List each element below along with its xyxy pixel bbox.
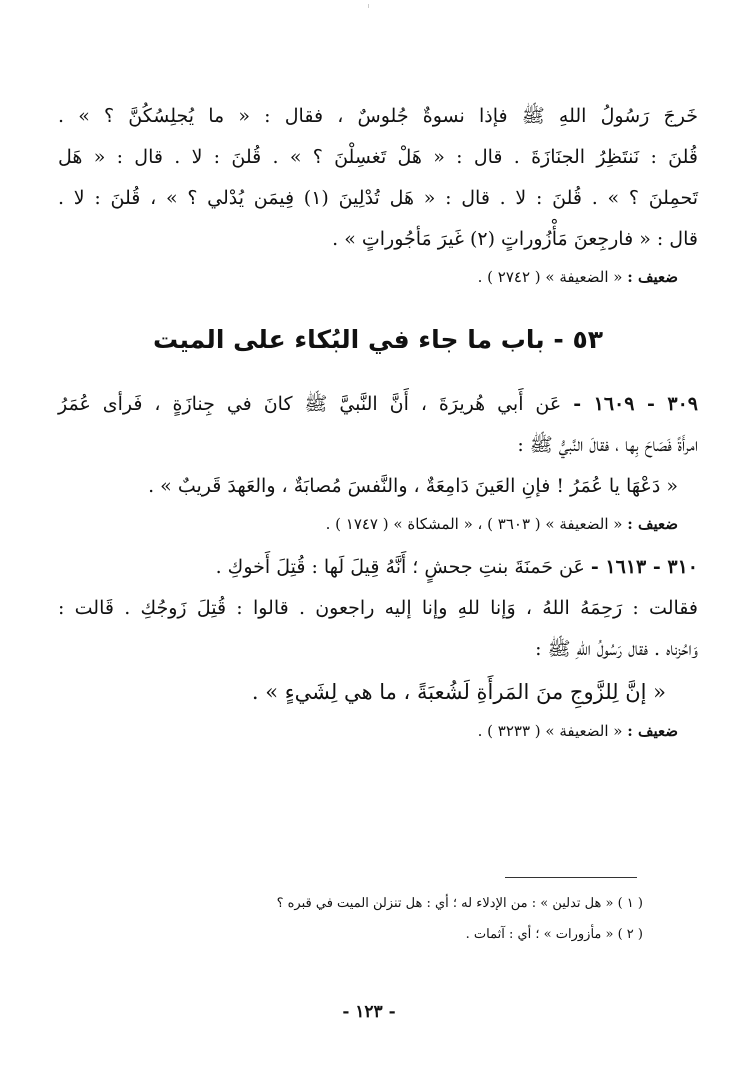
page-edge-mark [368, 4, 369, 8]
grade-label: ضعيف : [627, 268, 678, 286]
narration-line-3: تَحمِلنَ ؟ » . قُلنَ : لا . قال : « هَل تُدْلِينَ (١) فِيمَن يُدْلي ؟ » ، قُلنَ : لا . [58, 187, 698, 209]
hadith-309-line-2: امرأَةً فَصَاحَ بِها ، فقالَ النَّبيُّ ﷺ : [517, 434, 698, 456]
page-number: - ١٢٣ - [342, 1002, 396, 1022]
hadith-309-text-1: عَن أَبي هُريرَةَ ، أَنَّ النَّبيَّ ﷺ كانَ في جِنازَةٍ ، فَرأى عُمَرُ [58, 393, 562, 415]
hadith-310-quote: « إنَّ لِلزَّوجِ منَ المَرأَةِ لَشُعبَةً ، ما هي لِشَيءٍ » . [251, 680, 666, 704]
grade-reference: « الضعيفة » ( ٢٧٤٢ ) . [477, 268, 628, 286]
chapter-heading: ٥٣ - باب ما جاء في البُكاء على الميت [153, 325, 603, 354]
grade-label: ضعيف : [627, 515, 678, 533]
hadith-310-line-1 [58, 547, 698, 588]
hadith-310-line-2: فقالت : رَحِمَهُ اللهُ ، وَإنا للهِ وإنا إليه راجعون . قالوا : قُتِلَ زَوجُكِ . قَالت : [58, 597, 698, 619]
narration-line-1: خَرجَ رَسُولُ اللهِ ﷺ فإذا نسوةٌ جُلوسٌ ، فقال : « ما يُجلِسُكُنَّ ؟ » . [58, 105, 698, 127]
footnotes [60, 888, 643, 950]
page-body [58, 96, 698, 748]
grade-reference: « الضعيفة » ( ٣٢٣٣ ) . [477, 722, 628, 740]
hadith-310-grade [58, 714, 698, 748]
footnote-2: ( ٢ ) « مأزورات » ؛ أي : آثمات . [465, 927, 643, 942]
hadith-310-text-1: عَن حَمنَةَ بنتِ جحشٍ ؛ أَنَّهُ قِيلَ لَها : قُتِلَ أَخوكِ . [215, 556, 585, 578]
hadith-309-number: ٣٠٩ - ١٦٠٩ - [573, 393, 698, 415]
narration-line-4: قال : « فارجِعنَ مَأْزُوراتٍ (٢) غَيرَ مَأجُوراتٍ » . [332, 228, 698, 250]
hadith-309-line-1 [58, 384, 698, 425]
footnote-divider [505, 877, 637, 878]
footnote-1: ( ١ ) « هل تدلين » : من الإدلاء له ؛ أي : هل تنزلن الميت في قبره ؟ [276, 896, 643, 911]
hadith-310-line-3: وَاحُزناه . فقال رَسُولُ اللهِ ﷺ : [535, 638, 698, 660]
grade-label: ضعيف : [627, 722, 678, 740]
narration-grade [58, 260, 698, 294]
hadith-309-quote: « دَعْهَا يا عُمَرُ ! فإنِ العَينَ دَامِعَةٌ ، والنَّفسَ مُصابَةٌ ، والعَهدَ قَريبٌ » . [148, 475, 678, 497]
hadith-309-grade [58, 507, 698, 541]
grade-reference: « الضعيفة » ( ٣٦٠٣ ) ، « المشكاة » ( ١٧٤٧ ) . [325, 515, 628, 533]
narration-line-2: قُلنَ : نَنتَظِرُ الجنَازَةَ . قال : « هَلْ تَغسِلْنَ ؟ » . قُلنَ : لا . قال : « هَل [58, 146, 698, 168]
hadith-310-number: ٣١٠ - ١٦١٣ - [590, 556, 698, 578]
